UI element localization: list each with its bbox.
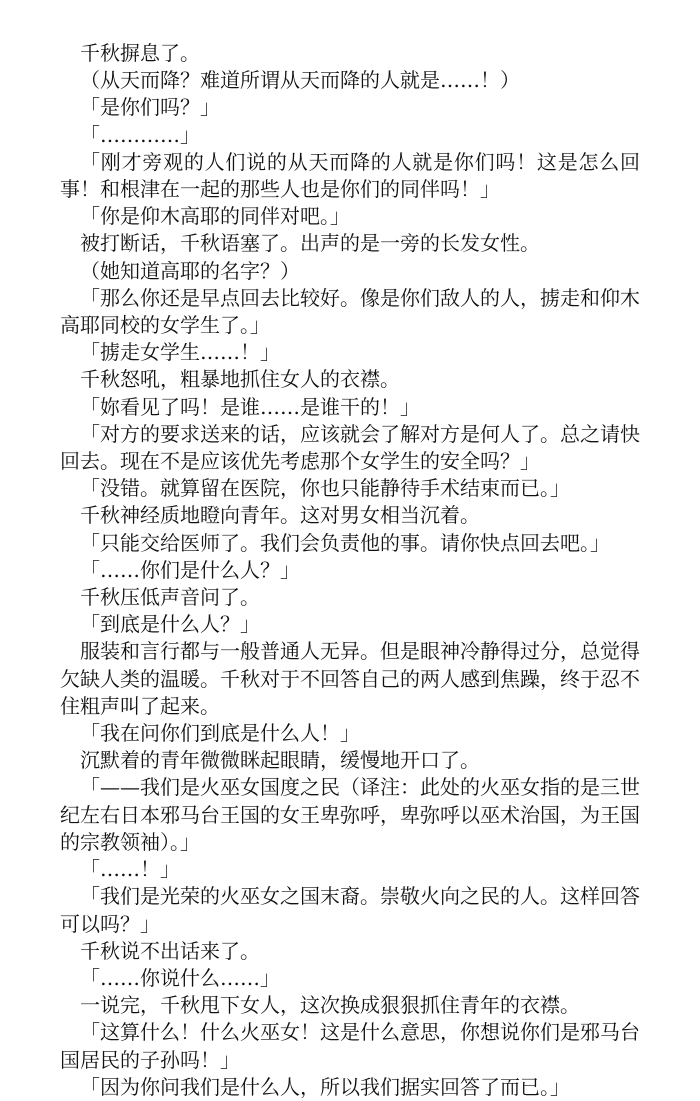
paragraph: 「你是仰木高耶的同伴对吧。」 [80,204,350,229]
paragraph: 「……你们是什么人？」 [80,557,300,582]
paragraph: 「妳看见了吗！是谁……是谁干的！」 [80,394,420,419]
paragraph: 「没错。就算留在医院，你也只能静待手术结束而已。」 [80,476,570,501]
paragraph: 「掳走女学生……！」 [80,340,280,365]
paragraph: 「……！」 [80,857,180,882]
paragraph: 「我在问你们到底是什么人！」 [80,721,360,746]
paragraph: 「…………」 [80,122,200,147]
paragraph: 「我们是光荣的火巫女之国末裔。崇敬火向之民的人。这样回答可以吗？」 [60,884,640,936]
paragraph: 「那么你还是早点回去比较好。像是你们敌人的人，掳走和仰木高耶同校的女学生了。」 [60,285,640,338]
paragraph: 「只能交给医师了。我们会负责他的事。请你快点回去吧。」 [80,530,610,555]
paragraph: 「——我们是火巫女国度之民（译注：此处的火巫女指的是三世纪左右日本邪马台王国的女王卑弥呼，卑弥呼以巫术治国，为王国的宗教领袖）。」 [60,775,640,854]
paragraph: 「这算什么！什么火巫女！这是什么意思，你想说你们是邪马台国居民的子孙吗！」 [60,1020,640,1072]
paragraph: 被打断话，千秋语塞了。出声的是一旁的长发女性。 [80,231,540,256]
paragraph: （她知道高耶的名字？） [80,258,300,283]
paragraph: 「是你们吗？」 [80,95,220,120]
paragraph: 千秋压低声音问了。 [80,585,260,610]
paragraph: 「对方的要求送来的话，应该就会了解对方是何人了。总之请快回去。现在不是应该优先考虑那个女学生的安全吗？」 [60,421,640,474]
paragraph: （从天而降？难道所谓从天而降的人就是……！） [80,68,520,93]
paragraph: 「刚才旁观的人们说的从天而降的人就是你们吗！这是怎么回事！和根津在一起的那些人也是你们的同伴吗！」 [60,149,640,202]
paragraph: 一说完，千秋甩下女人，这次换成狠狠抓住青年的衣襟。 [80,993,580,1018]
paragraph: 千秋摒息了。 [80,41,200,65]
paragraph: 「……你说什么……」 [80,965,280,990]
paragraph: 沉默着的青年微微眯起眼睛，缓慢地开口了。 [80,748,480,773]
paragraph: 千秋神经质地瞪向青年。这对男女相当沉着。 [80,503,480,528]
paragraph: 千秋说不出话来了。 [80,938,260,963]
paragraph: 「到底是什么人？」 [80,612,260,637]
paragraph: 「因为你问我们是什么人，所以我们据实回答了而已。」 [80,1074,570,1099]
novel-page [60,40,640,1101]
paragraph: 千秋怒吼，粗暴地抓住女人的衣襟。 [80,367,400,392]
paragraph: 服装和言行都与一般普通人无异。但是眼神冷静得过分，总觉得欠缺人类的温暖。千秋对于不回答自己的两人感到焦躁，终于忍不住粗声叫了起来。 [60,639,640,718]
